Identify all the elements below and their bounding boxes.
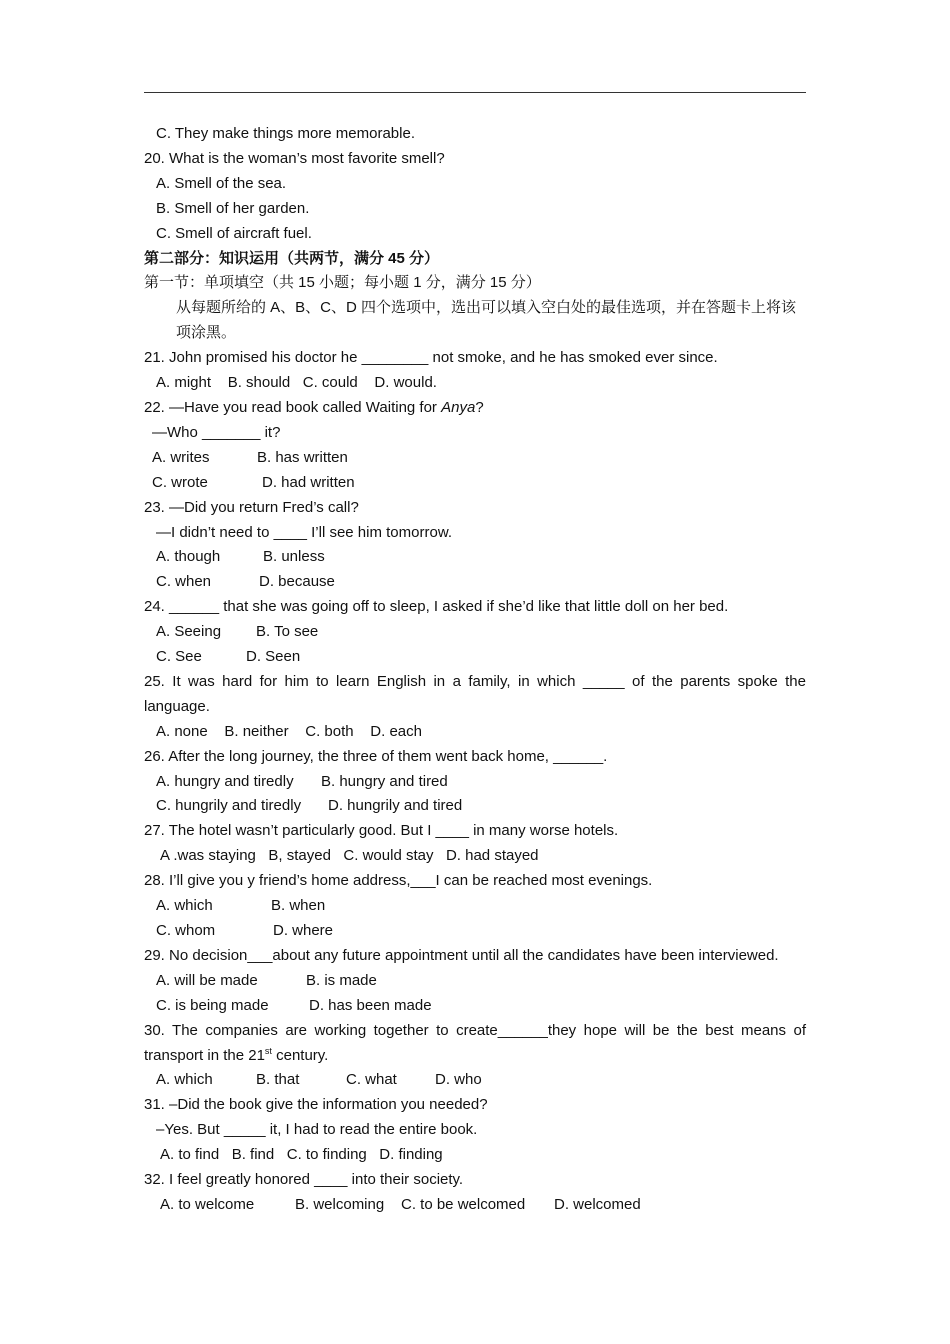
q32-option-b: B. welcoming: [295, 1195, 385, 1213]
q28-option-a: A. which: [156, 897, 213, 915]
q23-option-d: D. because: [259, 573, 335, 591]
q25-question-line1: 25. It was hard for him to learn English in a family, in which _____ of the parents spoke the: [144, 672, 806, 690]
q23-question: 23. —Did you return Fred’s call?: [144, 498, 359, 516]
q24-question: 24. ______ that she was going off to sleep, I asked if she’d like that little doll on her bed.: [144, 598, 729, 616]
q29-options-row1: [144, 969, 806, 994]
q32-option-d: D. welcomed: [554, 1195, 641, 1213]
q30-line2-text: transport in the 21: [144, 1046, 265, 1064]
q28-options-row1: [144, 894, 806, 919]
q26-option-d: D. hungrily and tired: [328, 797, 463, 815]
q27-question: 27. The hotel wasn’t particularly good. But I ____ in many worse hotels.: [144, 822, 619, 840]
q29-option-d: D. has been made: [309, 996, 432, 1014]
q23-option-c: C. when: [156, 573, 212, 591]
q22-book-title: Anya: [441, 398, 476, 416]
q29-option-c: C. is being made: [156, 996, 269, 1014]
q23-reply: —I didn’t need to ____ I’ll see him tomorrow.: [156, 523, 452, 541]
q30-option-b: B. that: [256, 1071, 300, 1089]
header-rule: [144, 92, 806, 93]
section-instructions: 从每题所给的 A、B、C、D 四个选项中，选出可以填入空白处的最佳选项，并在答题卡上将该项涂黑。: [176, 299, 797, 342]
q28-option-c: C. whom: [156, 922, 216, 939]
q22-qmark: ?: [475, 398, 484, 416]
q31-options: A. to find B. find C. to finding D. finding: [160, 1146, 443, 1164]
q21-question: 21. John promised his doctor he ________ not smoke, and he has smoked ever since.: [144, 349, 718, 367]
q25-options: A. none B. neither C. both D. each: [156, 722, 422, 740]
q24-option-c: C. See: [156, 648, 202, 666]
q23-option-b: B. unless: [263, 548, 325, 566]
q26-option-a: A. hungry and tiredly: [156, 772, 294, 790]
q20-option-b: B. Smell of her garden.: [156, 199, 310, 217]
q30-options: [144, 1068, 806, 1093]
q28-options-row2: [144, 919, 806, 944]
q24-options-row2: [144, 645, 806, 670]
q23-options-row1: [144, 545, 806, 570]
q26-options-row1: [144, 770, 806, 795]
q22-option-c: C. wrote: [152, 473, 208, 491]
q32-options: [144, 1193, 806, 1218]
q26-option-b: B. hungry and tired: [321, 772, 448, 790]
q32-question: 32. I feel greatly honored ____ into their society.: [144, 1171, 464, 1189]
q26-question: 26. After the long journey, the three of them went back home, ______.: [144, 747, 608, 765]
q22-options-row2: [144, 471, 806, 496]
q30-question-line2: [144, 1044, 806, 1069]
q24-options-row1: [144, 620, 806, 645]
q24-option-a: A. Seeing: [156, 623, 222, 641]
q28-option-b: B. when: [271, 897, 326, 915]
q32-option-c: C. to be welcomed: [401, 1195, 526, 1213]
q24-option-d: D. Seen: [246, 648, 301, 666]
q20-question: 20. What is the woman’s most favorite smell?: [144, 149, 445, 167]
section-heading: 第二部分：知识运用（共两节，满分 45 分）: [144, 249, 440, 267]
q24-option-b: B. To see: [256, 623, 319, 641]
q28-question: 28. I’ll give you y friend’s home address,___I can be reached most evenings.: [144, 872, 653, 890]
q22-option-d: D. had written: [262, 473, 355, 491]
q31-question: 31. –Did the book give the information you needed?: [144, 1096, 488, 1114]
q23-options-row2: [144, 570, 806, 595]
q30-line2-end: century.: [271, 1046, 329, 1064]
q19-option-c: C. They make things more memorable.: [156, 125, 415, 142]
q27-options: A .was staying B, stayed C. would stay D. had stayed: [160, 847, 539, 865]
q32-option-a: A. to welcome: [160, 1195, 255, 1213]
q22-question: [144, 396, 806, 421]
q23-option-a: A. though: [156, 548, 221, 566]
q30-option-c: C. what: [346, 1071, 397, 1089]
q29-question: 29. No decision___about any future appointment until all the candidates have been interviewed.: [144, 946, 779, 964]
q21-options: A. might B. should C. could D. would.: [156, 374, 437, 392]
q22-text: 22. —Have you read book called Waiting for: [144, 398, 442, 416]
q30-superscript: st: [264, 1045, 272, 1056]
q22-options-row1: [144, 446, 806, 471]
q29-option-a: A. will be made: [156, 971, 258, 989]
q25-question-line2: language.: [144, 697, 210, 715]
q28-option-d: D. where: [273, 922, 334, 939]
q30-option-a: A. which: [156, 1071, 213, 1089]
q30-option-d: D. who: [435, 1071, 482, 1089]
subsection-heading: 第一节：单项填空（共 15 小题；每小题 1 分，满分 15 分）: [144, 274, 541, 292]
q22-reply: —Who _______ it?: [152, 423, 281, 441]
q20-option-c: C. Smell of aircraft fuel.: [156, 224, 312, 242]
q29-option-b: B. is made: [306, 971, 377, 989]
q26-options-row2: [144, 794, 806, 819]
q29-options-row2: [144, 994, 806, 1019]
q30-question-line1: 30. The companies are working together to create______they hope will be the best means of: [144, 1021, 806, 1039]
q22-option-a: A. writes: [152, 448, 210, 466]
document-content: [144, 122, 806, 1218]
q26-option-c: C. hungrily and tiredly: [156, 797, 302, 815]
q31-reply: –Yes. But _____ it, I had to read the entire book.: [156, 1121, 478, 1139]
q22-option-b: B. has written: [257, 448, 348, 466]
q20-option-a: A. Smell of the sea.: [156, 174, 287, 192]
